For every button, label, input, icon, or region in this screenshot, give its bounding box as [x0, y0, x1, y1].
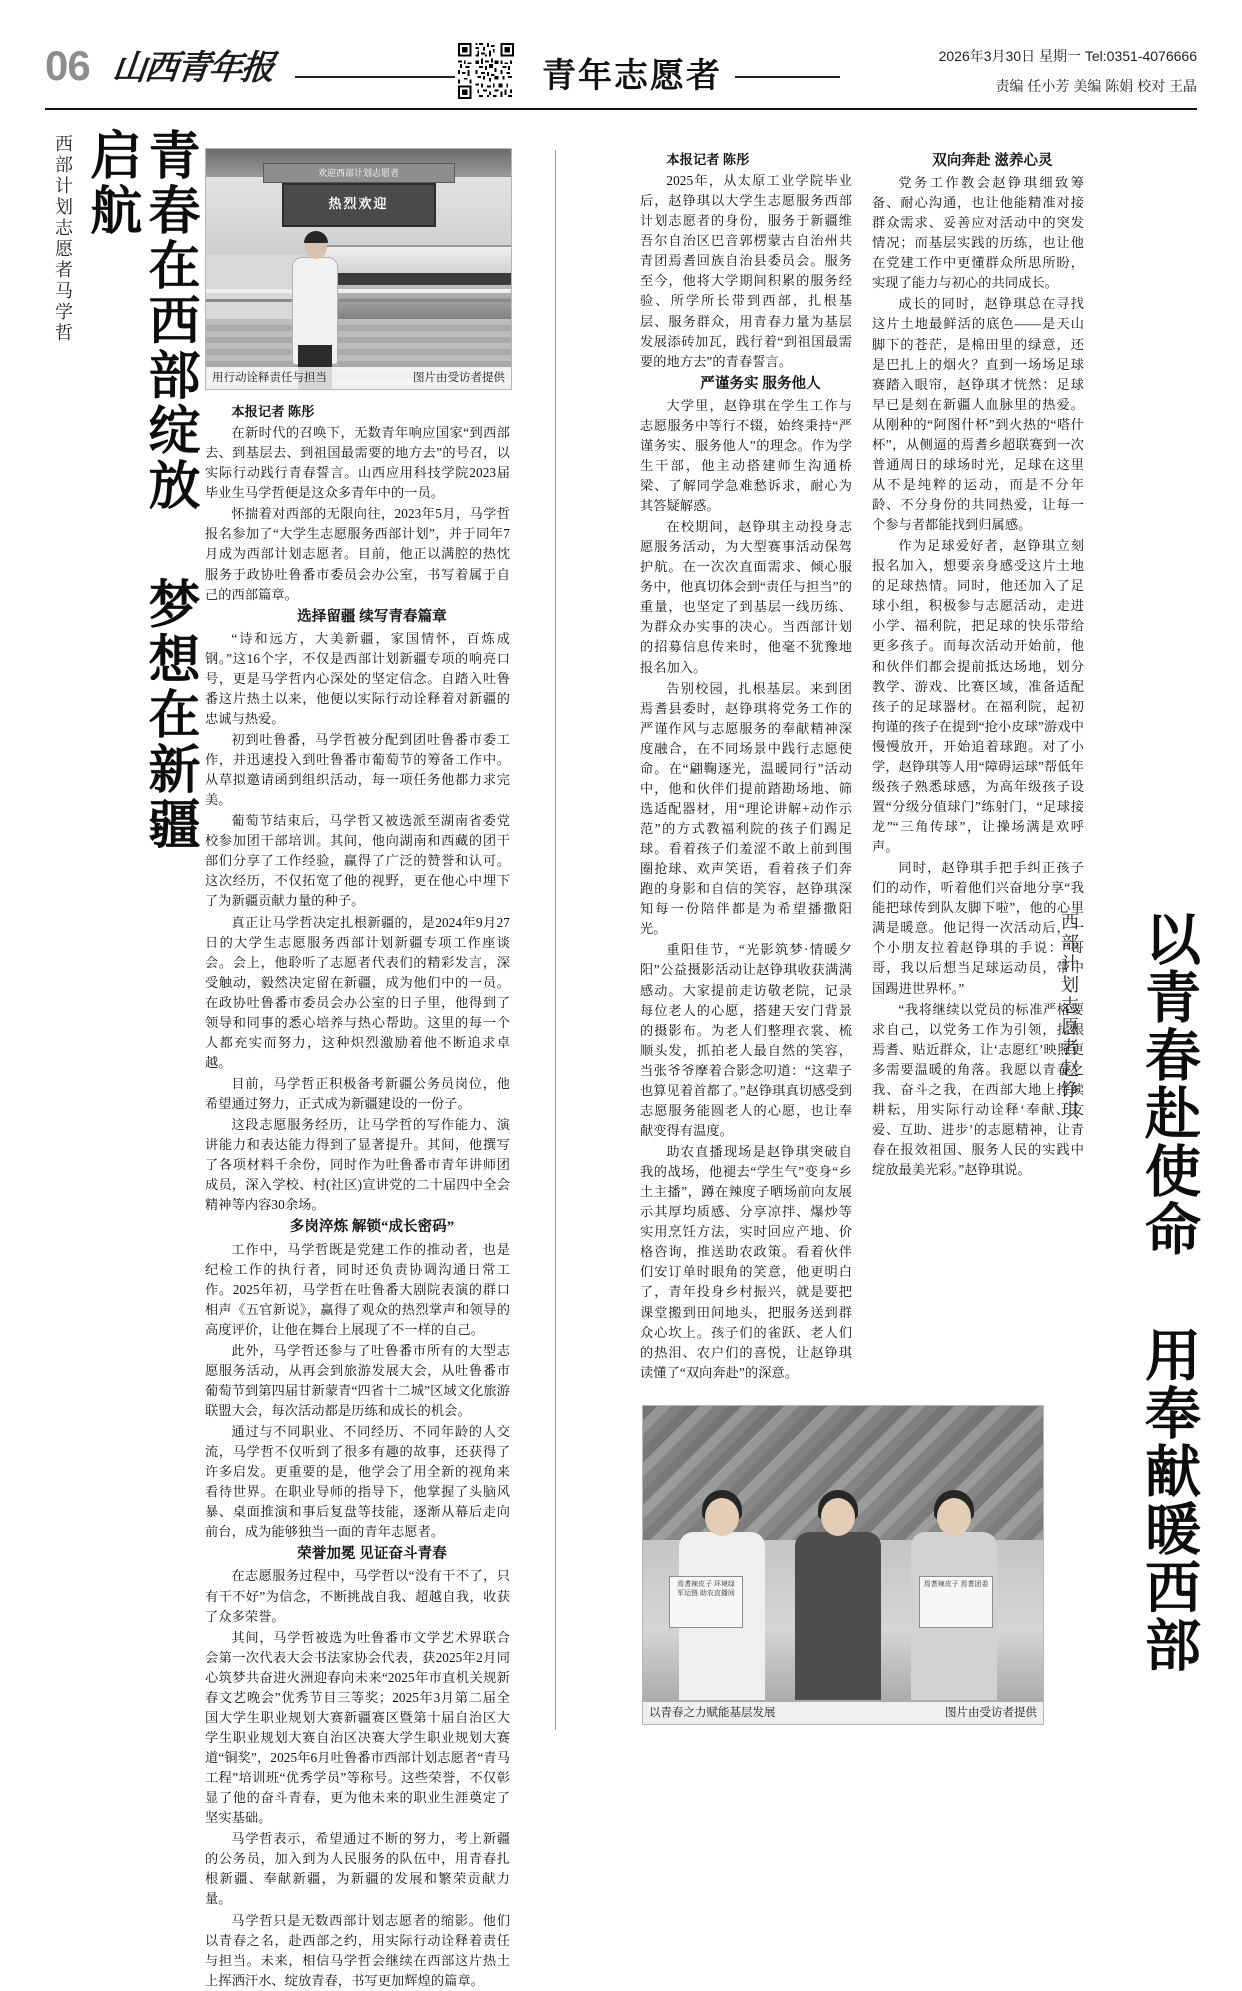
paragraph: 告别校园，扎根基层。来到团焉耆县委时，赵铮琪将党务工作的严谨作风与志愿服务的奉献精神深度融合，在不同场景中践行志愿使命。在“翩鞠逐光，温暖同行”活动中，他和伙伴们提前踏勘场地、筛选适配器材，用“理论讲解+动作示范”的方式教福利院的孩子们踢足球。看着孩子们羞涩不敢上前到围圈抢球、欢声笑语，看着孩子们奔跑的身影和自信的笑容，赵铮琪深知每一份陪伴都是为希望播撒阳光。 — [640, 680, 852, 937]
paragraph: 在校期间，赵铮琪主动投身志愿服务活动，为大型赛事活动保驾护航。在一次次直面需求、倾心服务中，他真切体会到“责任与担当”的重量，也坚定了到基层一线历练、为群众办实事的决心。当西部计划的招募信息传来时，他毫不犹豫地报名加入。 — [640, 519, 852, 675]
paragraph: 在新时代的召唤下，无数青年响应国家“到西部去、到基层去、到祖国最需要的地方去”的号召，以实际行动践行青春誓言。山西应用科技学院2023届毕业生马学哲便是这众多青年中的一员。 — [205, 425, 510, 501]
photo-caption-left: 用行动诠释责任与担当 — [212, 372, 327, 384]
photo-volunteers-group — [642, 1405, 1044, 1725]
paragraph: 在志愿服务过程中，马学哲以“没有干不了，只有干不好”为信念，不断挑战自我、超越自我，收获了众多荣誉。 — [205, 1568, 510, 1624]
masthead — [45, 40, 1197, 102]
photo-person-3-head — [937, 1498, 971, 1536]
section-title: 青年志愿者 — [542, 56, 722, 96]
photo-caption-left: 以青春之力赋能基层发展 — [649, 1707, 776, 1719]
left-subhead-2: 多岗淬炼 解锁“成长密码” — [289, 1219, 455, 1236]
right-article-byline: 本报记者 陈彤 — [666, 152, 750, 167]
photo-sign-left: 焉耆辣皮子 环境绿 军运链 助农直播间 — [669, 1576, 743, 1628]
photo-caption-credit: 图片由受访者提供 — [945, 1707, 1037, 1719]
paragraph: 其间，马学哲被选为吐鲁番市文学艺术界联合会第一次代表大会书法家协会代表，获2025年2月同心筑梦共奋进火洲迎春向未来“2025年市直机关规新春文艺晚会”优秀节目三等奖；2025年3月第二届全国大学生职业规划大赛新疆赛区暨第十届自治区大学生职业规划大赛自治区决赛大学生职业规划大赛道“铜奖”，2025年6月吐鲁番市西部计划志愿者“青马工程”培训班“优秀学员”等称号。这些荣誉，不仅彰显了他的奋斗青春，更为他未来的职业生涯奠定了坚实基础。 — [205, 1629, 510, 1826]
paragraph: “诗和远方，大美新疆，家国情怀，百炼成钢。”这16个字，不仅是西部计划新疆专项的响亮口号，更是马学哲内心深处的坚定信念。自踏入吐鲁番这片热土以来，他便以实际行动诠释着对新疆的忠诚与热爱。 — [205, 630, 510, 726]
photo-fence — [206, 289, 511, 293]
paragraph: 同时，赵铮琪手把手纠正孩子们的动作，听着他们兴奋地分享“我能把球传到队友脚下啦”，他的心里满是暖意。他记得一次活动后，一个小朋友拉着赵铮琪的手说：“哥哥，我以后想当足球运动员，带中国踢进世界杯。” — [872, 860, 1084, 996]
photo-banner-sub: 欢迎西部计划志愿者 — [263, 163, 455, 183]
photo-rail — [206, 299, 511, 302]
left-article-byline: 本报记者 陈彤 — [231, 404, 315, 419]
right-subhead-1: 严谨务实 服务他人 — [700, 375, 821, 392]
photo-train — [322, 245, 511, 321]
right-subhead-2: 双向奔赴 滋养心灵 — [932, 153, 1053, 169]
paragraph: 作为足球爱好者，赵铮琪立刻报名加入，想要亲身感受这片土地的足球热情。同时，他还加入了足球小组，积极参与志愿活动，走进小学、福利院，把足球的快乐带给更多孩子。而每次活动开始前，他和伙伴们都会提前抵达场地，划分教学、游戏、比赛区域，准备适配孩子的足球器材。在福利院，起初拘谨的孩子在提到“抢小皮球”游戏中慢慢放开，开始追着球跑。对了小学，赵铮琪等人用“障碍运球”帮低年级孩子熟悉球感，为高年级孩子设置“分级分值球门”练射门，“足球接龙”“三角传球”，让操场满是欢呼声。 — [872, 538, 1084, 855]
paragraph: 怀揣着对西部的无限向往，2023年5月，马学哲报名参加了“大学生志愿服务西部计划”，并于同年7月成为西部计划志愿者。目前，他正以满腔的热忱服务于政协吐鲁番市委员会办公室，书写着属于自己的西部篇章。 — [205, 506, 510, 602]
right-article-body-col1 — [640, 150, 852, 1400]
column-separator — [555, 150, 556, 1730]
photo-person-1-head — [705, 1498, 739, 1536]
left-article-kicker: 西部计划志愿者马学哲 — [53, 134, 73, 344]
left-article-body — [205, 402, 510, 1988]
paragraph: 通过与不同职业、不同经历、不同年龄的人交流，马学哲不仅听到了很多有趣的故事，还获得了许多启发。更重要的是，他学会了用全新的视角来看待世界。在职业导师的指导下，他掌握了头脑风暴、桌面推演和事后复盘等技能，逐渐从幕后走向前台，成为能够独当一面的青年志愿者。 — [205, 1424, 510, 1540]
paragraph: 助农直播现场是赵铮琪突破自我的战场，他褪去“学生气”变身“乡土主播”，蹲在辣度子晒场前向友展示其厚均质感、分享凉拌、爆炒等实用烹饪方法，实时回应产地、价格咨询，推送助农政策。看着伙伴们安订单时眼角的笑意，他更明白了，青年投身乡村振兴，就是要把课堂搬到田间地头，把服务送到群众心坎上。孩子们的雀跃、老人们的热泪、农户们的喜悦，让赵铮琪读懂了“双向奔赴”的深意。 — [640, 1144, 852, 1380]
masthead-staff: 责编 任小芳 美编 陈娟 校对 王晶 — [995, 78, 1197, 94]
paper-logo: 山西青年报 — [110, 48, 275, 88]
page-number: 06 — [45, 42, 90, 89]
paragraph: 党务工作教会赵铮琪细致筹备、耐心沟通，也让他能精准对接群众需求、妥善应对活动中的突发情况；而基层实践的历练，也让他在党建工作中更懂群众所思所盼，实现了能力与初心的共同成长。 — [872, 175, 1084, 291]
masthead-rule-left — [295, 76, 455, 78]
paragraph: 初到吐鲁番，马学哲被分配到团吐鲁番市委工作，并迅速投入到吐鲁番市葡萄节的筹备工作中。从草拟邀请函到组织活动，每一项任务他都力求完美。 — [205, 731, 510, 808]
masthead-date: 2026年3月30日 星期一 Tel:0351-4076666 — [938, 48, 1197, 64]
paragraph: 马学哲表示，希望通过不断的努力，考上新疆的公务员，加入到为人民服务的队伍中，用青春扎根新疆、奉献新疆，为新疆的发展和繁荣贡献力量。 — [205, 1831, 510, 1907]
right-article-kicker: 西部计划志愿者赵铮琪 — [1059, 912, 1079, 1122]
paragraph: 这段志愿服务经历，让马学哲的写作能力、演讲能力和表达能力得到了显著提升。其间，他撰写了各项材料千余份，同时作为吐鲁番市青年讲师团成员，深入学校、村(社区)宣讲党的二十届四中全会精神等内容30余场。 — [205, 1117, 510, 1213]
paragraph: 成长的同时，赵铮琪总在寻找这片土地最鲜活的底色——是天山脚下的苍茫，是棉田里的绿意，还是巴扎上的烟火？直到一场场足球赛踏入眼帘，赵铮琪才恍然：足球早已是刻在新疆人血脉里的热爱。从刚种的“阿图什杯”到火热的“嗒什杯”，从侧逼的焉耆乡超联赛到一次普通周日的球场时光，足球在这里从不是纯粹的运动，而是不分年龄、不分身份的共同热爱，让每一个参与者都能找到归属感。 — [872, 296, 1084, 533]
left-article-headline: 青春在西部绽放 梦想在新疆启航 — [80, 128, 200, 852]
paragraph: “我将继续以党员的标准严格要求自己，以党务工作为引领，扎根焉耆、贴近群众，让‘志愿红’映照更多需要温暖的角落。我愿以青春之我、奋斗之我，在西部大地上持续耕耘，用实际行动诠释‘奉献、友爱、互助、进步’的志愿精神，让青春在报效祖国、服务人民的实践中绽放最美光彩。”赵铮琪说。 — [872, 1001, 1084, 1178]
right-article-headline: 以青春赴使命 用奉献暖西部 — [1136, 910, 1202, 1674]
right-article-title-block — [1030, 910, 1200, 1710]
paragraph: 真正让马学哲决定扎根新疆的，是2024年9月27日的大学生志愿服务西部计划新疆专项工作座谈会。会上，他聆听了志愿者代表们的精彩发言，深受触动，毅然决定留在新疆，成为他们中的一员。在政协吐鲁番市委员会办公室的日子里，他得到了领导和同事的悉心培养与热心帮助。这里的每一个人都充实而努力，这种炽烈激励着他不断追求卓越。 — [205, 914, 510, 1070]
photo-caption — [206, 367, 511, 389]
left-subhead-3: 荣誉加冕 见证奋斗青春 — [297, 1546, 447, 1563]
photo-train-platform — [205, 148, 512, 390]
photo-caption-credit: 图片由受访者提供 — [413, 372, 505, 384]
qr-code-icon[interactable] — [458, 43, 514, 99]
left-subhead-1: 选择留疆 续写青春篇章 — [297, 608, 447, 625]
left-article-title-block — [53, 128, 200, 888]
paragraph: 葡萄节结束后，马学哲又被选派至湖南省委党校参加团干部培训。其间，他向湖南和西藏的团干部们分享了工作经验，赢得了广泛的赞誉和认可。这次经历，不仅拓宽了他的视野，更在他心中埋下了为新疆贡献力量的种子。 — [205, 813, 510, 909]
paragraph: 2025年，从太原工业学院毕业后，赵铮琪以大学生志愿服务西部计划志愿者的身份，服务于新疆维吾尔自治区巴音郭楞蒙古自治州共青团焉耆回族自治县委员会。服务至今，他将大学期间积累的服务经验、所学所长带到西部，扎根基层、服务群众，用青春力量为基层发展添砖加瓦，践行着“到祖国最需要的地方去”的青春誓言。 — [640, 173, 852, 369]
photo-banner-text: 热烈欢迎 — [282, 183, 436, 227]
paragraph: 重阳佳节，“光影筑梦·情暖夕阳”公益摄影活动让赵铮琪收获满满感动。大家提前走访敬老院，记录每位老人的心愿，搭建天安门背景的摄影布。为老人们整理衣裳、梳顺头发，抓拍老人最自然的笑容，当张爷爷摩着合影念叨道：“这辈子也算见着首都了。”赵铮琪真切感受到志愿服务能圆老人的心愿，也让奉献变得有温度。 — [640, 942, 852, 1138]
masthead-divider — [45, 108, 1197, 110]
paragraph: 此外，马学哲还参与了吐鲁番市所有的大型志愿服务活动，从再会到旅游发展大会，从吐鲁番市葡萄节到第四届甘新蒙青“四省十二城”区域文化旅游联盟大会，每次活动都是历练和成长的机会。 — [205, 1342, 510, 1418]
masthead-rule-right — [735, 76, 840, 78]
paragraph: 工作中，马学哲既是党建工作的推动者，也是纪检工作的执行者，同时还负责协调沟通日常工作。2025年初，马学哲在吐鲁番大剧院表演的群口相声《五官新说》，赢得了观众的热烈掌声和领导的高度评价，让他在舞台上展现了不一样的自己。 — [205, 1241, 510, 1337]
photo-sign-right: 焉耆辣皮子 焉耆团委 — [919, 1576, 993, 1628]
photo-caption — [643, 1702, 1043, 1724]
paragraph: 大学里，赵铮琪在学生工作与志愿服务中等行不辍，始终秉持“严谨务实、服务他人”的理念。作为学生干部，他主动搭建师生沟通桥梁、了解同学急难愁诉求，耐心为其答疑解惑。 — [640, 397, 852, 514]
photo-person-2-head — [821, 1498, 855, 1536]
paragraph: 目前，马学哲正积极备考新疆公务员岗位，他希望通过努力，正式成为新疆建设的一份子。 — [205, 1076, 510, 1112]
paragraph: 马学哲只是无数西部计划志愿者的缩影。他们以青春之名，赴西部之约，用实际行动诠释着责任与担当。未来，相信马学哲会继续在西部这片热土上挥洒汗水、绽放青春，书写更加辉煌的篇章。 — [205, 1912, 510, 1988]
photo-person-2 — [795, 1532, 881, 1700]
